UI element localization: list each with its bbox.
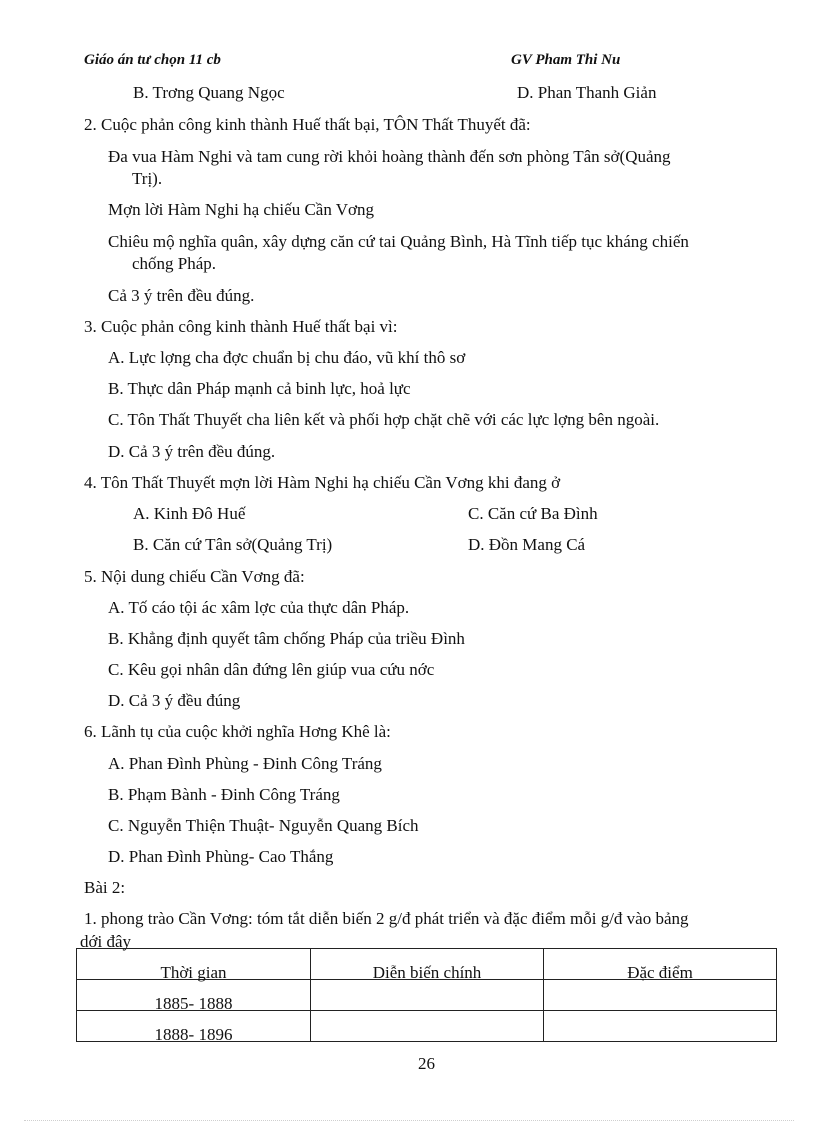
exercise-2-task-line2: dới đây [80,932,132,951]
q5-question: 5. Nội dung chiếu Cần Vơng đã: [84,567,305,586]
table-cell [311,980,544,1011]
table-cell [544,1011,777,1042]
q2-option-a-line2: Trị). [132,169,163,188]
header-course-title: Giáo án tư chọn 11 cb [84,52,221,68]
table-row [77,1011,777,1042]
q3-option-c: C. Tôn Thất Thuyết cha liên kết và phối hợp chặt chẽ với các lực lợng bên ngoài. [108,410,660,429]
table-header-cell [311,949,544,980]
exercise-2-task-line1: 1. phong trào Cần Vơng: tóm tắt diễn biến 2 g/đ phát triển và đặc điểm mỗi g/đ vào bảng [84,909,689,928]
exercise-2-title: Bài 2: [84,878,126,897]
q2-option-a-line1: Đa vua Hàm Nghi và tam cung rời khỏi hoàng thành đến sơn phòng Tân sở(Quảng [108,147,671,166]
q6-question: 6. Lãnh tụ của cuộc khởi nghĩa Hơng Khê là: [84,722,391,741]
table-header-row [77,949,777,980]
table-row [77,980,777,1011]
header-main-events: Diễn biến chính [372,963,482,982]
q6-option-b: B. Phạm Bành - Đinh Công Tráng [108,785,340,804]
q3-option-b: B. Thực dân Pháp mạnh cả binh lực, hoả lực [108,379,411,398]
q4-option-d: D. Đồn Mang Cá [468,535,586,554]
page-bottom-divider [24,1120,794,1121]
phases-table [76,948,777,1042]
q4-option-a: A. Kinh Đô Huế [133,504,246,523]
table-cell [77,1011,311,1042]
row1-period: 1885- 1888 [154,994,233,1013]
q5-option-c: C. Kêu gọi nhân dân đứng lên giúp vua cứu nớc [108,660,435,679]
header-characteristics: Đặc điểm [627,963,693,982]
q4-option-b: B. Căn cứ Tân sở(Quảng Trị) [133,535,333,554]
q1-option-b: B. Trơng Quang Ngọc [133,83,285,102]
q2-option-d: Cả 3 ý trên đều đúng. [108,286,255,305]
table-header-cell [544,949,777,980]
q5-option-b: B. Khẳng định quyết tâm chống Pháp của triều Đình [108,629,465,648]
q4-question: 4. Tôn Thất Thuyết mợn lời Hàm Nghi hạ chiếu Cần Vơng khi đang ở [84,473,561,492]
q6-option-d: D. Phan Đình Phùng- Cao Thắng [108,847,334,866]
q6-option-a: A. Phan Đình Phùng - Đinh Công Tráng [108,754,382,773]
q1-option-d: D. Phan Thanh Giản [517,83,657,102]
table-header-cell [77,949,311,980]
q2-option-c-line2: chống Pháp. [132,254,217,273]
q2-question: 2. Cuộc phản công kinh thành Huế thất bại, TÔN Thất Thuyết đã: [84,115,531,134]
q6-option-c: C. Nguyễn Thiện Thuật- Nguyễn Quang Bích [108,816,419,835]
header-time: Thời gian [160,963,227,982]
q4-option-c: C. Căn cứ Ba Đình [468,504,598,523]
header-teacher-name: GV Pham Thi Nu [511,52,621,68]
q2-option-c-line1: Chiêu mộ nghĩa quân, xây dựng căn cứ tai Quảng Bình, Hà Tĩnh tiếp tục kháng chiến [108,232,689,251]
table-cell [311,1011,544,1042]
q2-option-b: Mợn lời Hàm Nghi hạ chiếu Cần Vơng [108,200,375,219]
table-cell [544,980,777,1011]
table-cell [77,980,311,1011]
q5-option-d: D. Cả 3 ý đều đúng [108,691,241,710]
q3-option-a: A. Lực lợng cha đợc chuẩn bị chu đáo, vũ khí thô sơ [108,348,466,367]
q3-question: 3. Cuộc phản công kinh thành Huế thất bại vì: [84,317,398,336]
q5-option-a: A. Tố cáo tội ác xâm lợc của thực dân Pháp. [108,598,410,617]
row2-period: 1888- 1896 [154,1025,233,1044]
page-number: 26 [418,1054,435,1073]
q3-option-d: D. Cả 3 ý trên đều đúng. [108,442,276,461]
